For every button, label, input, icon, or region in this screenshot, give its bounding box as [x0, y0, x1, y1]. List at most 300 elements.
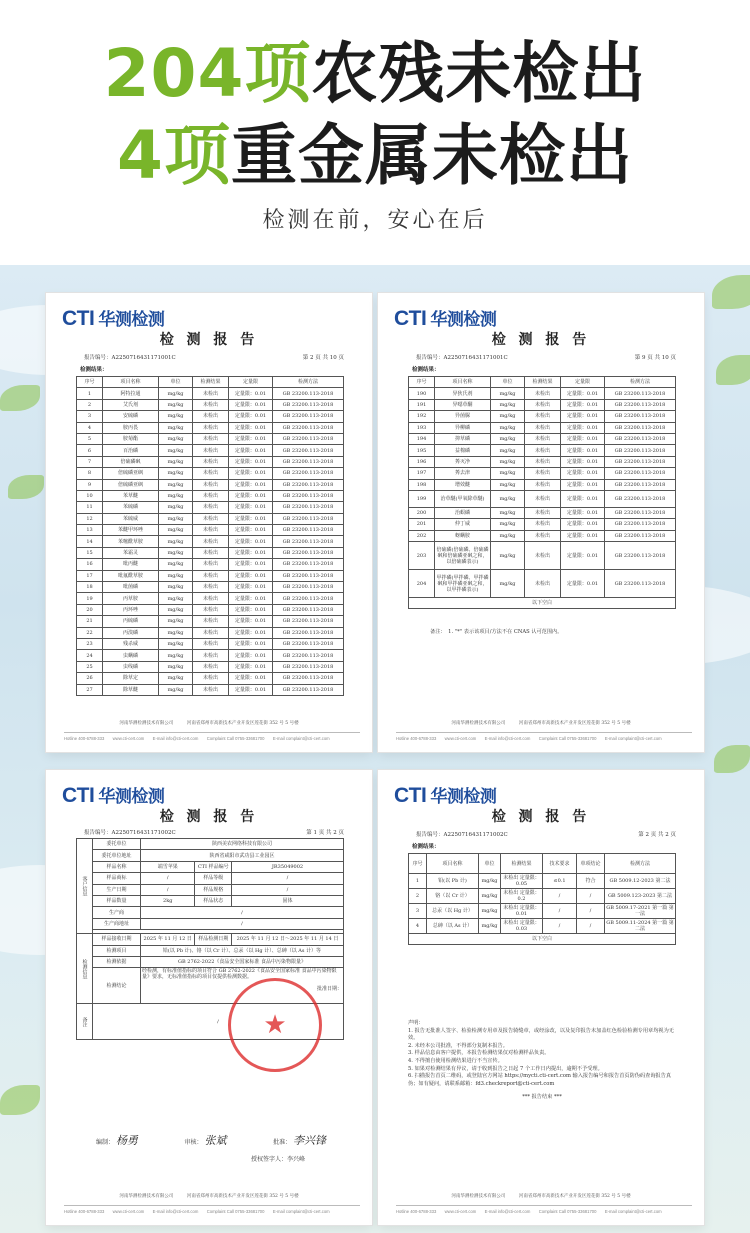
table-cell: mg/kg — [159, 661, 193, 672]
table-cell: mg/kg — [491, 570, 525, 598]
signature-block — [273, 1132, 326, 1148]
table-cell: GB 23200.113-2018 — [605, 479, 676, 490]
report-meta — [416, 830, 676, 838]
table-cell: 18 — [77, 582, 103, 593]
table-cell: 未检出 — [193, 616, 229, 627]
col-header: 项目名称 — [103, 377, 159, 388]
table-cell: mg/kg — [479, 874, 501, 889]
report-showcase — [0, 265, 750, 1233]
table-cell: 6 — [77, 445, 103, 456]
table-cell: mg/kg — [159, 490, 193, 501]
statement-title: 声明： — [408, 1020, 424, 1026]
field-label: 生产日期 — [93, 884, 141, 895]
table-row — [77, 934, 344, 945]
col-header: 项目名称 — [435, 377, 491, 388]
table-cell: 未检出 — [193, 627, 229, 638]
table-cell: 21 — [77, 616, 103, 627]
table-cell: mg/kg — [159, 582, 193, 593]
report-meta — [84, 353, 344, 361]
table-row — [409, 422, 676, 433]
table-cell: 莠去津 — [435, 468, 491, 479]
heavy-metal-table — [408, 853, 676, 945]
statement-list — [408, 1028, 676, 1089]
table-cell: 未检出 — [193, 661, 229, 672]
signature-label: 审核： — [184, 1139, 203, 1146]
table-cell: 11 — [77, 502, 103, 513]
table-cell: 196 — [409, 456, 435, 467]
table-cell: 定量限：0.01 — [561, 422, 605, 433]
table-cell: GB 23200.113-2018 — [605, 519, 676, 530]
table-cell: 未检出 — [193, 399, 229, 410]
table-cell: 苯噻酰草胺 — [103, 536, 159, 547]
table-cell: 异狄氏剂 — [435, 388, 491, 399]
table-cell: mg/kg — [491, 399, 525, 410]
signature-block — [96, 1132, 138, 1148]
headline-pesticide: 204项农残未检出 — [103, 35, 647, 112]
col-header: 检测结果 — [525, 377, 561, 388]
table-cell: 未检出 — [525, 456, 561, 467]
col-header: 技术要求 — [543, 854, 577, 874]
table-row — [77, 456, 344, 467]
table-row — [77, 445, 344, 456]
table-cell: 22 — [77, 627, 103, 638]
table-cell: 胺菊酯 — [103, 433, 159, 444]
leaf-decoration — [716, 355, 750, 385]
table-cell: / — [543, 919, 577, 934]
table-cell: 未检出 — [193, 673, 229, 684]
table-cell: 未检出 定量限：0.2 — [501, 889, 543, 904]
table-cell: mg/kg — [159, 684, 193, 695]
table-cell: 未检出 — [193, 433, 229, 444]
table-cell: 定量限：0.01 — [229, 684, 273, 695]
report-page-heavy-metal-2 — [378, 770, 704, 1225]
table-row — [77, 839, 344, 850]
authorized-signatory: 授权签字人：李兴峰 — [251, 1156, 306, 1163]
table-cell: GB 23200.113-2018 — [605, 542, 676, 570]
table-cell: mg/kg — [491, 422, 525, 433]
table-cell: 17 — [77, 570, 103, 581]
table-row — [409, 570, 676, 598]
statement-item: 5. 如果对检测结果有异议，请于收到报告之日起 7 个工作日内提出，逾期不予受理。 — [408, 1065, 603, 1072]
table-cell: mg/kg — [159, 456, 193, 467]
table-cell: 安硫磷 — [103, 411, 159, 422]
table-row — [77, 570, 344, 581]
table-row — [409, 904, 676, 919]
table-cell: 定量限：0.01 — [561, 445, 605, 456]
table-row — [409, 490, 676, 507]
table-cell: mg/kg — [159, 388, 193, 399]
table-cell: 苯草醚 — [103, 490, 159, 501]
table-cell: GB 23200.113-2018 — [273, 650, 344, 661]
hero-header — [0, 0, 750, 265]
table-row — [77, 684, 344, 695]
table-cell: 19 — [77, 593, 103, 604]
table-row — [409, 874, 676, 889]
table-cell: 吡丙醚 — [103, 559, 159, 570]
col-header: 序号 — [77, 377, 103, 388]
table-cell: 定量限：0.01 — [229, 536, 273, 547]
field-value: GB 2762-2022《食品安全国家标准 食品中污染物限量》 — [141, 956, 344, 967]
table-row — [409, 507, 676, 518]
leaf-decoration — [712, 275, 750, 309]
table-cell: 定量限：0.01 — [229, 411, 273, 422]
table-cell: 未检出 — [525, 542, 561, 570]
report-page-pesticide-9 — [378, 293, 704, 752]
lab-contact: Hotline 400-6788-333 www.cti-cert.com E-mail info@cti-cert.com Complaint Call 0755-33681700 E-mail complaint@cti-cert.com — [396, 1205, 692, 1215]
table-cell: 未检出 — [525, 433, 561, 444]
table-cell: 定量限：0.01 — [229, 582, 273, 593]
table-row — [77, 861, 344, 872]
table-cell: 定量限：0.01 — [229, 650, 273, 661]
field-value: 2kg — [141, 895, 195, 906]
table-cell: GB 23200.113-2018 — [605, 422, 676, 433]
table-cell: 197 — [409, 468, 435, 479]
table-cell: mg/kg — [159, 502, 193, 513]
table-cell: 甲拌磷(甲拌磷、甲拌磷砜和甲拌磷亚砜之和，以甲拌磷表示) — [435, 570, 491, 598]
leaf-decoration — [0, 1085, 40, 1115]
table-cell: 26 — [77, 673, 103, 684]
table-cell: 24 — [77, 650, 103, 661]
cti-logo: CTI 华测检测 — [62, 784, 165, 807]
table-header-row — [409, 377, 676, 388]
table-cell: 定量限：0.01 — [229, 627, 273, 638]
table-cell: 定量限：0.01 — [229, 525, 273, 536]
table-row — [77, 673, 344, 684]
table-cell: 丙溴磷 — [103, 627, 159, 638]
table-cell: GB 23200.113-2018 — [605, 411, 676, 422]
field-label: 样品接收日期 — [93, 934, 141, 945]
table-row — [409, 889, 676, 904]
col-header: 检测方法 — [273, 377, 344, 388]
leaf-decoration — [8, 475, 44, 499]
table-row — [77, 956, 344, 967]
table-cell: 定量限：0.01 — [229, 456, 273, 467]
table-cell: 定量限：0.01 — [229, 479, 273, 490]
col-header: 单项结论 — [577, 854, 605, 874]
table-row — [77, 850, 344, 861]
table-row — [409, 919, 676, 934]
table-cell: mg/kg — [491, 490, 525, 507]
table-cell: 未检出 — [193, 536, 229, 547]
table-cell: GB 23200.113-2018 — [273, 468, 344, 479]
official-seal — [228, 978, 322, 1072]
page-number: 第 2 页 共 2 页 — [638, 832, 676, 838]
table-cell: GB 5009.17-2021 第一篇 第一法 — [606, 905, 674, 917]
table-cell: GB 23200.113-2018 — [605, 530, 676, 541]
field-label: 检测项目 — [93, 945, 141, 956]
report-title: 检 测 报 告 — [159, 809, 259, 825]
table-cell: 4 — [77, 422, 103, 433]
cti-logo: CTI 华测检测 — [62, 307, 165, 330]
table-cell: 定量限：0.01 — [561, 388, 605, 399]
table-cell: mg/kg — [159, 616, 193, 627]
table-cell: GB 23200.113-2018 — [273, 513, 344, 524]
col-header: 序号 — [409, 854, 427, 874]
table-row — [77, 661, 344, 672]
leaf-decoration — [714, 745, 750, 773]
field-label: 样品等级 — [195, 873, 232, 884]
table-cell: 定量限：0.01 — [229, 570, 273, 581]
table-cell: GB 23200.113-2018 — [273, 433, 344, 444]
table-cell: 总汞（以 Hg 计） — [427, 904, 479, 919]
table-cell: 未检出 定量限：0.05 — [501, 874, 543, 889]
table-cell: mg/kg — [159, 627, 193, 638]
table-cell: 未检出 — [193, 388, 229, 399]
table-cell: GB 23200.113-2018 — [273, 422, 344, 433]
table-cell: mg/kg — [479, 904, 501, 919]
table-cell: 190 — [409, 388, 435, 399]
table-row — [77, 873, 344, 884]
table-cell: 定量限：0.01 — [229, 616, 273, 627]
table-cell: 204 — [409, 570, 435, 598]
field-value: 陕西美农网络科技有限公司 — [141, 839, 344, 850]
table-cell: GB 23200.113-2018 — [273, 490, 344, 501]
table-row — [77, 895, 344, 906]
table-cell: GB 23200.113-2018 — [605, 388, 676, 399]
table-cell: 未检出 — [193, 502, 229, 513]
table-cell: mg/kg — [159, 650, 193, 661]
table-row — [77, 627, 344, 638]
table-cell: 195 — [409, 445, 435, 456]
table-cell: mg/kg — [479, 889, 501, 904]
results-label: 检测结果： — [412, 844, 440, 850]
signature-block — [185, 1132, 227, 1148]
table-row — [409, 411, 676, 422]
table-cell: 10 — [77, 490, 103, 501]
table-cell: 定量限：0.01 — [561, 490, 605, 507]
table-cell: mg/kg — [491, 388, 525, 399]
table-cell: 12 — [77, 513, 103, 524]
table-cell: 益棉磷 — [435, 445, 491, 456]
lab-contact: Hotline 400-6788-333 www.cti-cert.com E-mail info@cti-cert.com Complaint Call 0755-33681700 E-mail complaint@cti-cert.com — [396, 732, 692, 742]
table-cell: mg/kg — [491, 433, 525, 444]
table-cell: 未检出 — [525, 422, 561, 433]
table-cell: 异噁草酮 — [435, 399, 491, 410]
field-value: / — [231, 873, 343, 884]
table-cell: ≤0.1 — [543, 874, 577, 889]
field-label: 委托单位 — [93, 839, 141, 850]
lab-address: 河南华测检测技术有限公司 河南省郑州市高新技术产业开发区莲花街 352 号 5 号楼 — [451, 1194, 631, 1199]
table-cell: 定量限：0.01 — [229, 547, 273, 558]
blank-line-row — [409, 598, 676, 609]
results-table — [76, 376, 344, 696]
table-cell: mg/kg — [159, 638, 193, 649]
table-cell: mg/kg — [159, 570, 193, 581]
col-header: 检测方法 — [605, 377, 676, 388]
table-row — [77, 918, 344, 929]
table-cell: 191 — [409, 399, 435, 410]
table-cell: 定量限：0.01 — [229, 468, 273, 479]
table-cell: 198 — [409, 479, 435, 490]
table-cell: mg/kg — [159, 559, 193, 570]
table-note: 备注： 1. "*" 表示该项目/方法不在 CNAS 认可范围内。 — [430, 629, 563, 635]
table-cell: 定量限：0.01 — [229, 661, 273, 672]
table-cell: 定量限：0.01 — [561, 507, 605, 518]
issue-date-label: 批准日期： — [316, 986, 342, 993]
table-cell: 193 — [409, 422, 435, 433]
table-cell: GB 23200.113-2018 — [273, 570, 344, 581]
cti-logo: CTI 华测检测 — [394, 784, 497, 807]
table-row — [409, 468, 676, 479]
table-row — [77, 559, 344, 570]
results-label: 检测结果： — [412, 367, 440, 373]
field-label: 样品名称 — [93, 861, 141, 872]
page-number: 第 1 页 共 2 页 — [306, 830, 344, 836]
table-cell: GB 23200.113-2018 — [273, 627, 344, 638]
table-cell: GB 23200.113-2018 — [273, 604, 344, 615]
table-cell: 定量限：0.01 — [229, 445, 273, 456]
table-cell: GB 23200.113-2018 — [273, 684, 344, 695]
statement-block — [408, 1020, 676, 1102]
table-cell: 定量限：0.01 — [561, 530, 605, 541]
table-cell: 194 — [409, 433, 435, 444]
field-label: 生产商地址 — [93, 918, 141, 929]
table-row — [409, 519, 676, 530]
field-value: / — [231, 884, 343, 895]
table-cell: 苯醚甲环唑 — [103, 525, 159, 536]
table-cell: 未检出 — [525, 411, 561, 422]
field-label: 样品状态 — [195, 895, 232, 906]
table-cell: 定量限：0.01 — [561, 399, 605, 410]
table-cell: mg/kg — [159, 399, 193, 410]
table-cell: mg/kg — [159, 445, 193, 456]
group-label: 备注 — [77, 1004, 93, 1040]
col-header: 项目名称 — [427, 854, 479, 874]
table-cell: GB 23200.113-2018 — [273, 582, 344, 593]
table-cell: 未检出 — [193, 570, 229, 581]
table-cell: 未检出 — [193, 650, 229, 661]
signature: 杨勇 — [115, 1134, 138, 1147]
table-cell: 15 — [77, 547, 103, 558]
statement-item: 6. 扫描报告首页二维码，或登陆官方网站 https://mycti.cti-cert.com 输入报告编号和报告首页防伪码查询报告真伪；如有疑问，请联系邮箱：fd3.checkreport@cti-cert.com — [408, 1073, 672, 1087]
col-header: 序号 — [409, 377, 435, 388]
table-cell: 27 — [77, 684, 103, 695]
field-value: 铅(以 Pb 计)、铬（以 Cr 计）、总汞（以 Hg 计）、总砷（以 As 计）等 — [141, 945, 344, 956]
col-header: 定量限 — [229, 377, 273, 388]
table-cell: 203 — [409, 542, 435, 570]
table-cell: GB 23200.113-2018 — [273, 593, 344, 604]
table-row — [409, 388, 676, 399]
table-cell: GB 23200.113-2018 — [273, 456, 344, 467]
table-cell: 23 — [77, 638, 103, 649]
table-cell: mg/kg — [491, 411, 525, 422]
headline-heavy-metal: 4项重金属未检出 — [117, 117, 633, 194]
table-cell: 199 — [409, 490, 435, 507]
field-value: JR35049002 — [231, 861, 343, 872]
table-row — [77, 593, 344, 604]
table-cell: / — [577, 904, 605, 919]
table-cell: 未检出 — [193, 582, 229, 593]
table-cell: mg/kg — [491, 456, 525, 467]
signature-label: 编制： — [96, 1139, 115, 1146]
table-cell: 铬（以 Cr 计） — [427, 889, 479, 904]
cti-logo: CTI 华测检测 — [394, 307, 497, 330]
statement-item: 4. 不得擅自使用检测结果进行不当宣传。 — [408, 1057, 503, 1064]
table-cell: GB 23200.113-2018 — [273, 445, 344, 456]
col-header: 单位 — [491, 377, 525, 388]
table-cell: 201 — [409, 519, 435, 530]
table-cell: 20 — [77, 604, 103, 615]
table-cell: 未检出 — [525, 490, 561, 507]
statement-item: 3. 样品信息由客户提供，本报告检测结果仅对检测样品负责。 — [408, 1050, 550, 1057]
table-cell: 定量限：0.01 — [561, 570, 605, 598]
table-cell: 未检出 — [193, 468, 229, 479]
table-cell: 定量限：0.01 — [229, 502, 273, 513]
table-cell: mg/kg — [491, 468, 525, 479]
table-cell: 5 — [77, 433, 103, 444]
table-cell: GB 5009.123-2023 第二法 — [605, 889, 676, 904]
lab-address: 河南华测检测技术有限公司 河南省郑州市高新技术产业开发区莲花街 352 号 5 号楼 — [119, 1194, 299, 1199]
table-row — [77, 616, 344, 627]
table-cell: 丙草胺 — [103, 593, 159, 604]
table-cell: 莠灭净 — [435, 456, 491, 467]
table-cell: mg/kg — [479, 919, 501, 934]
field-label: CTI 样品编号 — [195, 861, 232, 872]
group-label: 检测信息 — [77, 934, 93, 1004]
table-row — [77, 582, 344, 593]
table-cell: GB 23200.113-2018 — [273, 479, 344, 490]
table-row — [77, 650, 344, 661]
table-cell: GB 23200.113-2018 — [605, 433, 676, 444]
table-cell: 治螟磷 — [435, 507, 491, 518]
table-cell: 3 — [77, 411, 103, 422]
table-row — [409, 433, 676, 444]
table-cell: 丙环唑 — [103, 604, 159, 615]
table-row — [77, 399, 344, 410]
table-cell: 铅(以 Pb 计) — [427, 874, 479, 889]
table-cell: 未检出 — [193, 559, 229, 570]
table-cell: GB 23200.113-2018 — [273, 525, 344, 536]
table-cell: 16 — [77, 559, 103, 570]
table-row — [77, 536, 344, 547]
table-cell: mg/kg — [491, 530, 525, 541]
table-row — [409, 542, 676, 570]
table-cell: 定量限：0.01 — [229, 513, 273, 524]
table-cell: mg/kg — [159, 479, 193, 490]
table-cell: 吡菌磷 — [103, 582, 159, 593]
lab-contact: Hotline 400-6788-333 www.cti-cert.com E-mail info@cti-cert.com Complaint Call 0755-33681700 E-mail complaint@cti-cert.com — [64, 1205, 360, 1215]
table-cell: 192 — [409, 411, 435, 422]
table-row — [77, 547, 344, 558]
table-row — [77, 422, 344, 433]
table-cell: mg/kg — [159, 673, 193, 684]
table-row — [77, 604, 344, 615]
table-cell: 吡氟酰草胺 — [103, 570, 159, 581]
table-cell: 定量限：0.01 — [229, 593, 273, 604]
col-header: 检测方法 — [605, 854, 676, 874]
table-cell: 7 — [77, 456, 103, 467]
table-cell: 虫线磷 — [103, 661, 159, 672]
signature: 李兴锋 — [293, 1134, 326, 1147]
report-page-pesticide-1 — [46, 293, 372, 752]
report-meta — [416, 353, 676, 361]
table-cell: GB 23200.113-2018 — [273, 502, 344, 513]
page-number: 第 2 页 共 10 页 — [302, 355, 344, 361]
table-cell: 符合 — [577, 874, 605, 889]
table-cell: 定量限：0.01 — [561, 433, 605, 444]
report-end: *** 报告结束 *** — [522, 1094, 562, 1101]
conclusion-text: 经检测，有标准值指标的项目符合 GB 2762-2022《食品安全国家标准 食品中污染物限量》要求，无标准值指标的项目仅提供检测数据。 — [142, 968, 337, 981]
table-cell: 14 — [77, 536, 103, 547]
table-cell: 8 — [77, 468, 103, 479]
field-value: / — [93, 1004, 344, 1040]
report-number: 报告编号：A2250716431171001C — [84, 355, 176, 361]
report-title: 检 测 报 告 — [159, 332, 259, 348]
table-cell: 9 — [77, 479, 103, 490]
statement-item: 2. 未经本公司批准，不得部分复制本报告。 — [408, 1042, 508, 1049]
table-cell: 2 — [409, 889, 427, 904]
table-cell: mg/kg — [159, 411, 193, 422]
